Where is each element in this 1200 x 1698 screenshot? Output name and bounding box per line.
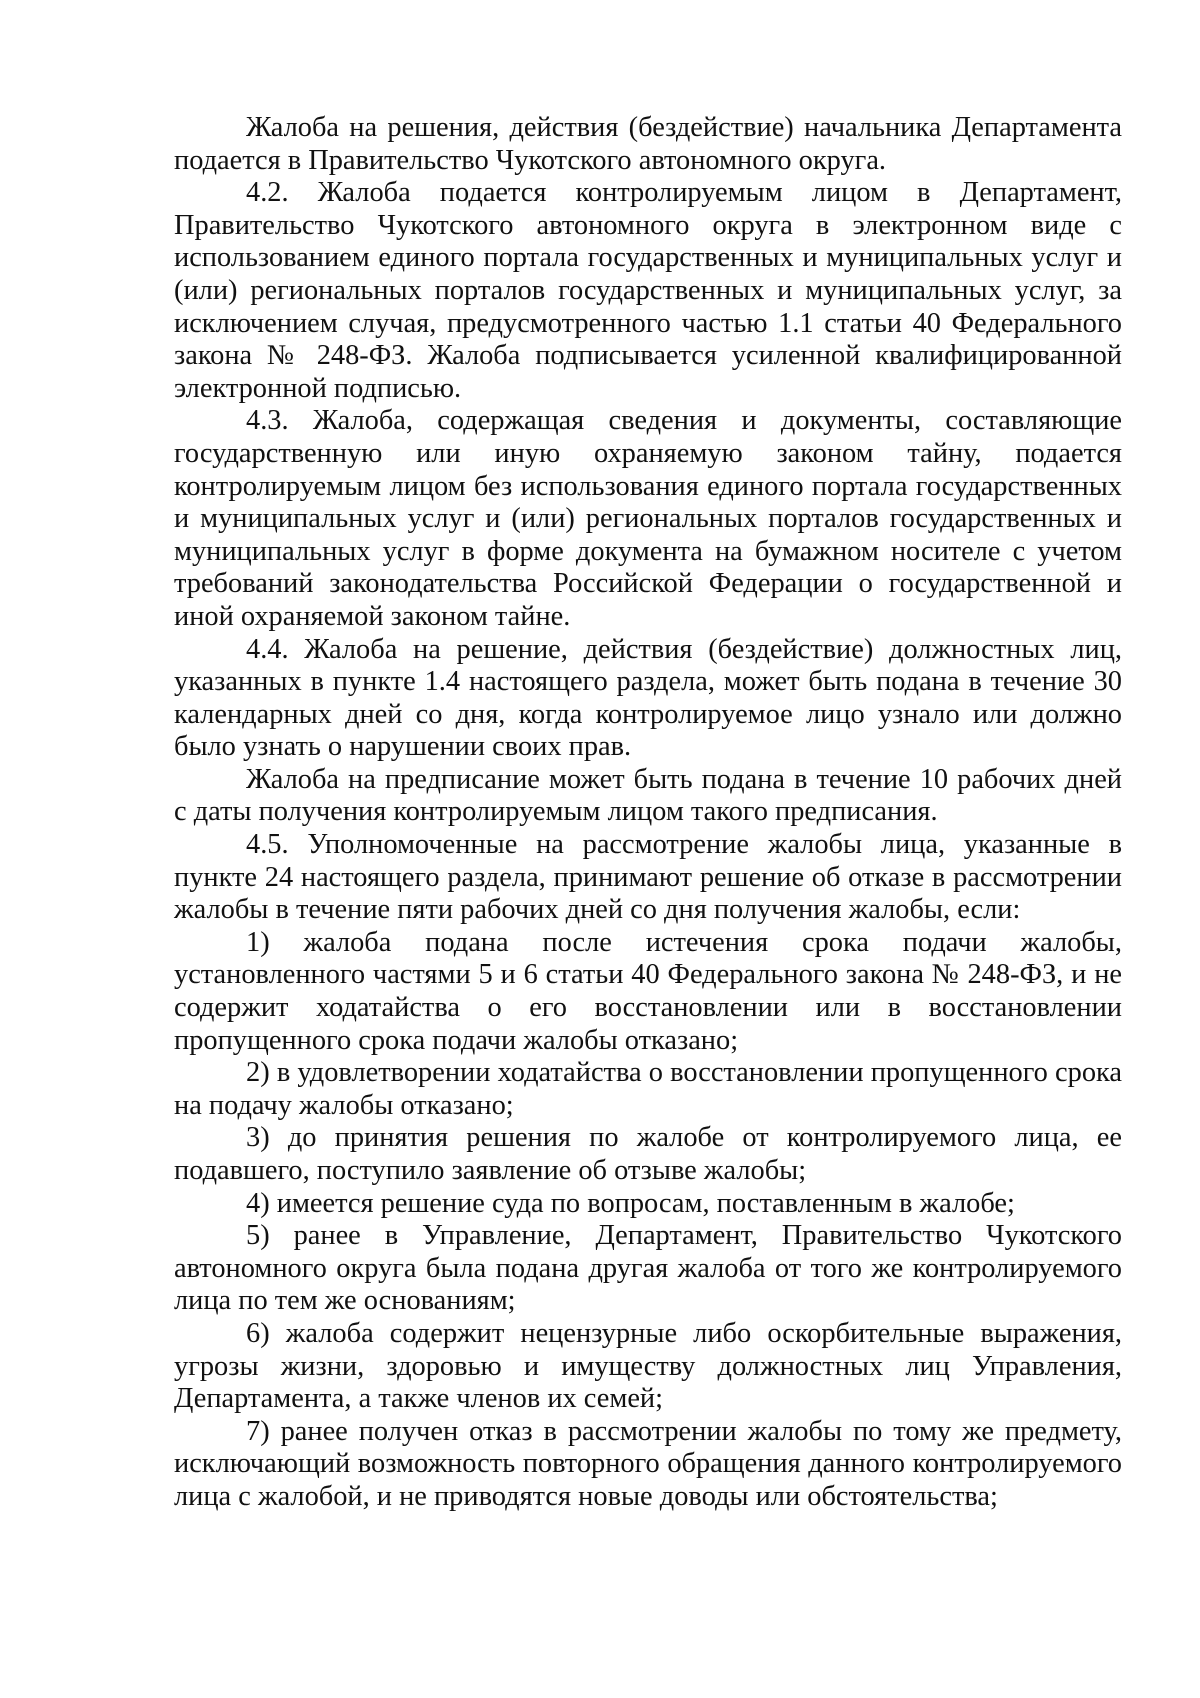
paragraph: Жалоба на предписание может быть подана в течение 10 рабочих дней с даты получения контролируемым лицом такого предписания. bbox=[174, 763, 1122, 828]
list-item-4: 4) имеется решение суда по вопросам, поставленным в жалобе; bbox=[246, 1187, 1015, 1219]
paragraph-4-3: 4.3. Жалоба, содержащая сведения и документы, составляющие государственную или иную охраняемую законом тайну, подается контролируемым лицом без использования единого портала государственных и муниципальных услуг и (или) региональных порталов государственных и муниципальных услуг в форме документа на бумажном носителе с учетом требований законодательства Российской Федерации о государственной и иной охраняемой законом тайне. bbox=[174, 405, 1122, 632]
document-page bbox=[174, 112, 1122, 1514]
list-item-1: 1) жалоба подана после истечения срока подачи жалобы, установленного частями 5 и 6 статьи 40 Федерального закона № 248-ФЗ, и не содержит ходатайства о его восстановлении или в восстановлении пропущенного срока подачи жалобы отказано; bbox=[174, 926, 1122, 1056]
paragraph-4-2: 4.2. Жалоба подается контролируемым лицом в Департамент, Правительство Чукотского автономного округа в электронном виде с использованием единого портала государственных и муниципальных услуг и (или) региональных порталов государственных и муниципальных услуг, за исключением случая, предусмотренного частью 1.1 статьи 40 Федерального закона № 248-ФЗ. Жалоба подписывается усиленной квалифицированной электронной подписью. bbox=[174, 177, 1122, 404]
paragraph: Жалоба на решения, действия (бездействие) начальника Департамента подается в Правительство Чукотского автономного округа. bbox=[174, 112, 1122, 176]
paragraph-4-4: 4.4. Жалоба на решение, действия (бездействие) должностных лиц, указанных в пункте 1.4 настоящего раздела, может быть подана в течение 30 календарных дней со дня, когда контролируемое лицо узнало или должно было узнать о нарушении своих прав. bbox=[174, 633, 1122, 763]
list-item-5: 5) ранее в Управление, Департамент, Правительство Чукотского автономного округа была подана другая жалоба от того же контролируемого лица по тем же основаниям; bbox=[174, 1220, 1122, 1317]
paragraph-4-5: 4.5. Уполномоченные на рассмотрение жалобы лица, указанные в пункте 24 настоящего раздела, принимают решение об отказе в рассмотрении жалобы в течение пяти рабочих дней со дня получения жалобы, если: bbox=[174, 829, 1122, 926]
list-item-6: 6) жалоба содержит нецензурные либо оскорбительные выражения, угрозы жизни, здоровью и имуществу должностных лиц Управления, Департамента, а также членов их семей; bbox=[174, 1317, 1122, 1415]
list-item-7: 7) ранее получен отказ в рассмотрении жалобы по тому же предмету, исключающий возможность повторного обращения данного контролируемого лица с жалобой, и не приводятся новые доводы или обстоятельства; bbox=[174, 1415, 1122, 1512]
list-item-3: 3) до принятия решения по жалобе от контролируемого лица, ее подавшего, поступило заявление об отзыве жалобы; bbox=[174, 1122, 1122, 1186]
list-item-2: 2) в удовлетворении ходатайства о восстановлении пропущенного срока на подачу жалобы отказано; bbox=[174, 1057, 1122, 1121]
